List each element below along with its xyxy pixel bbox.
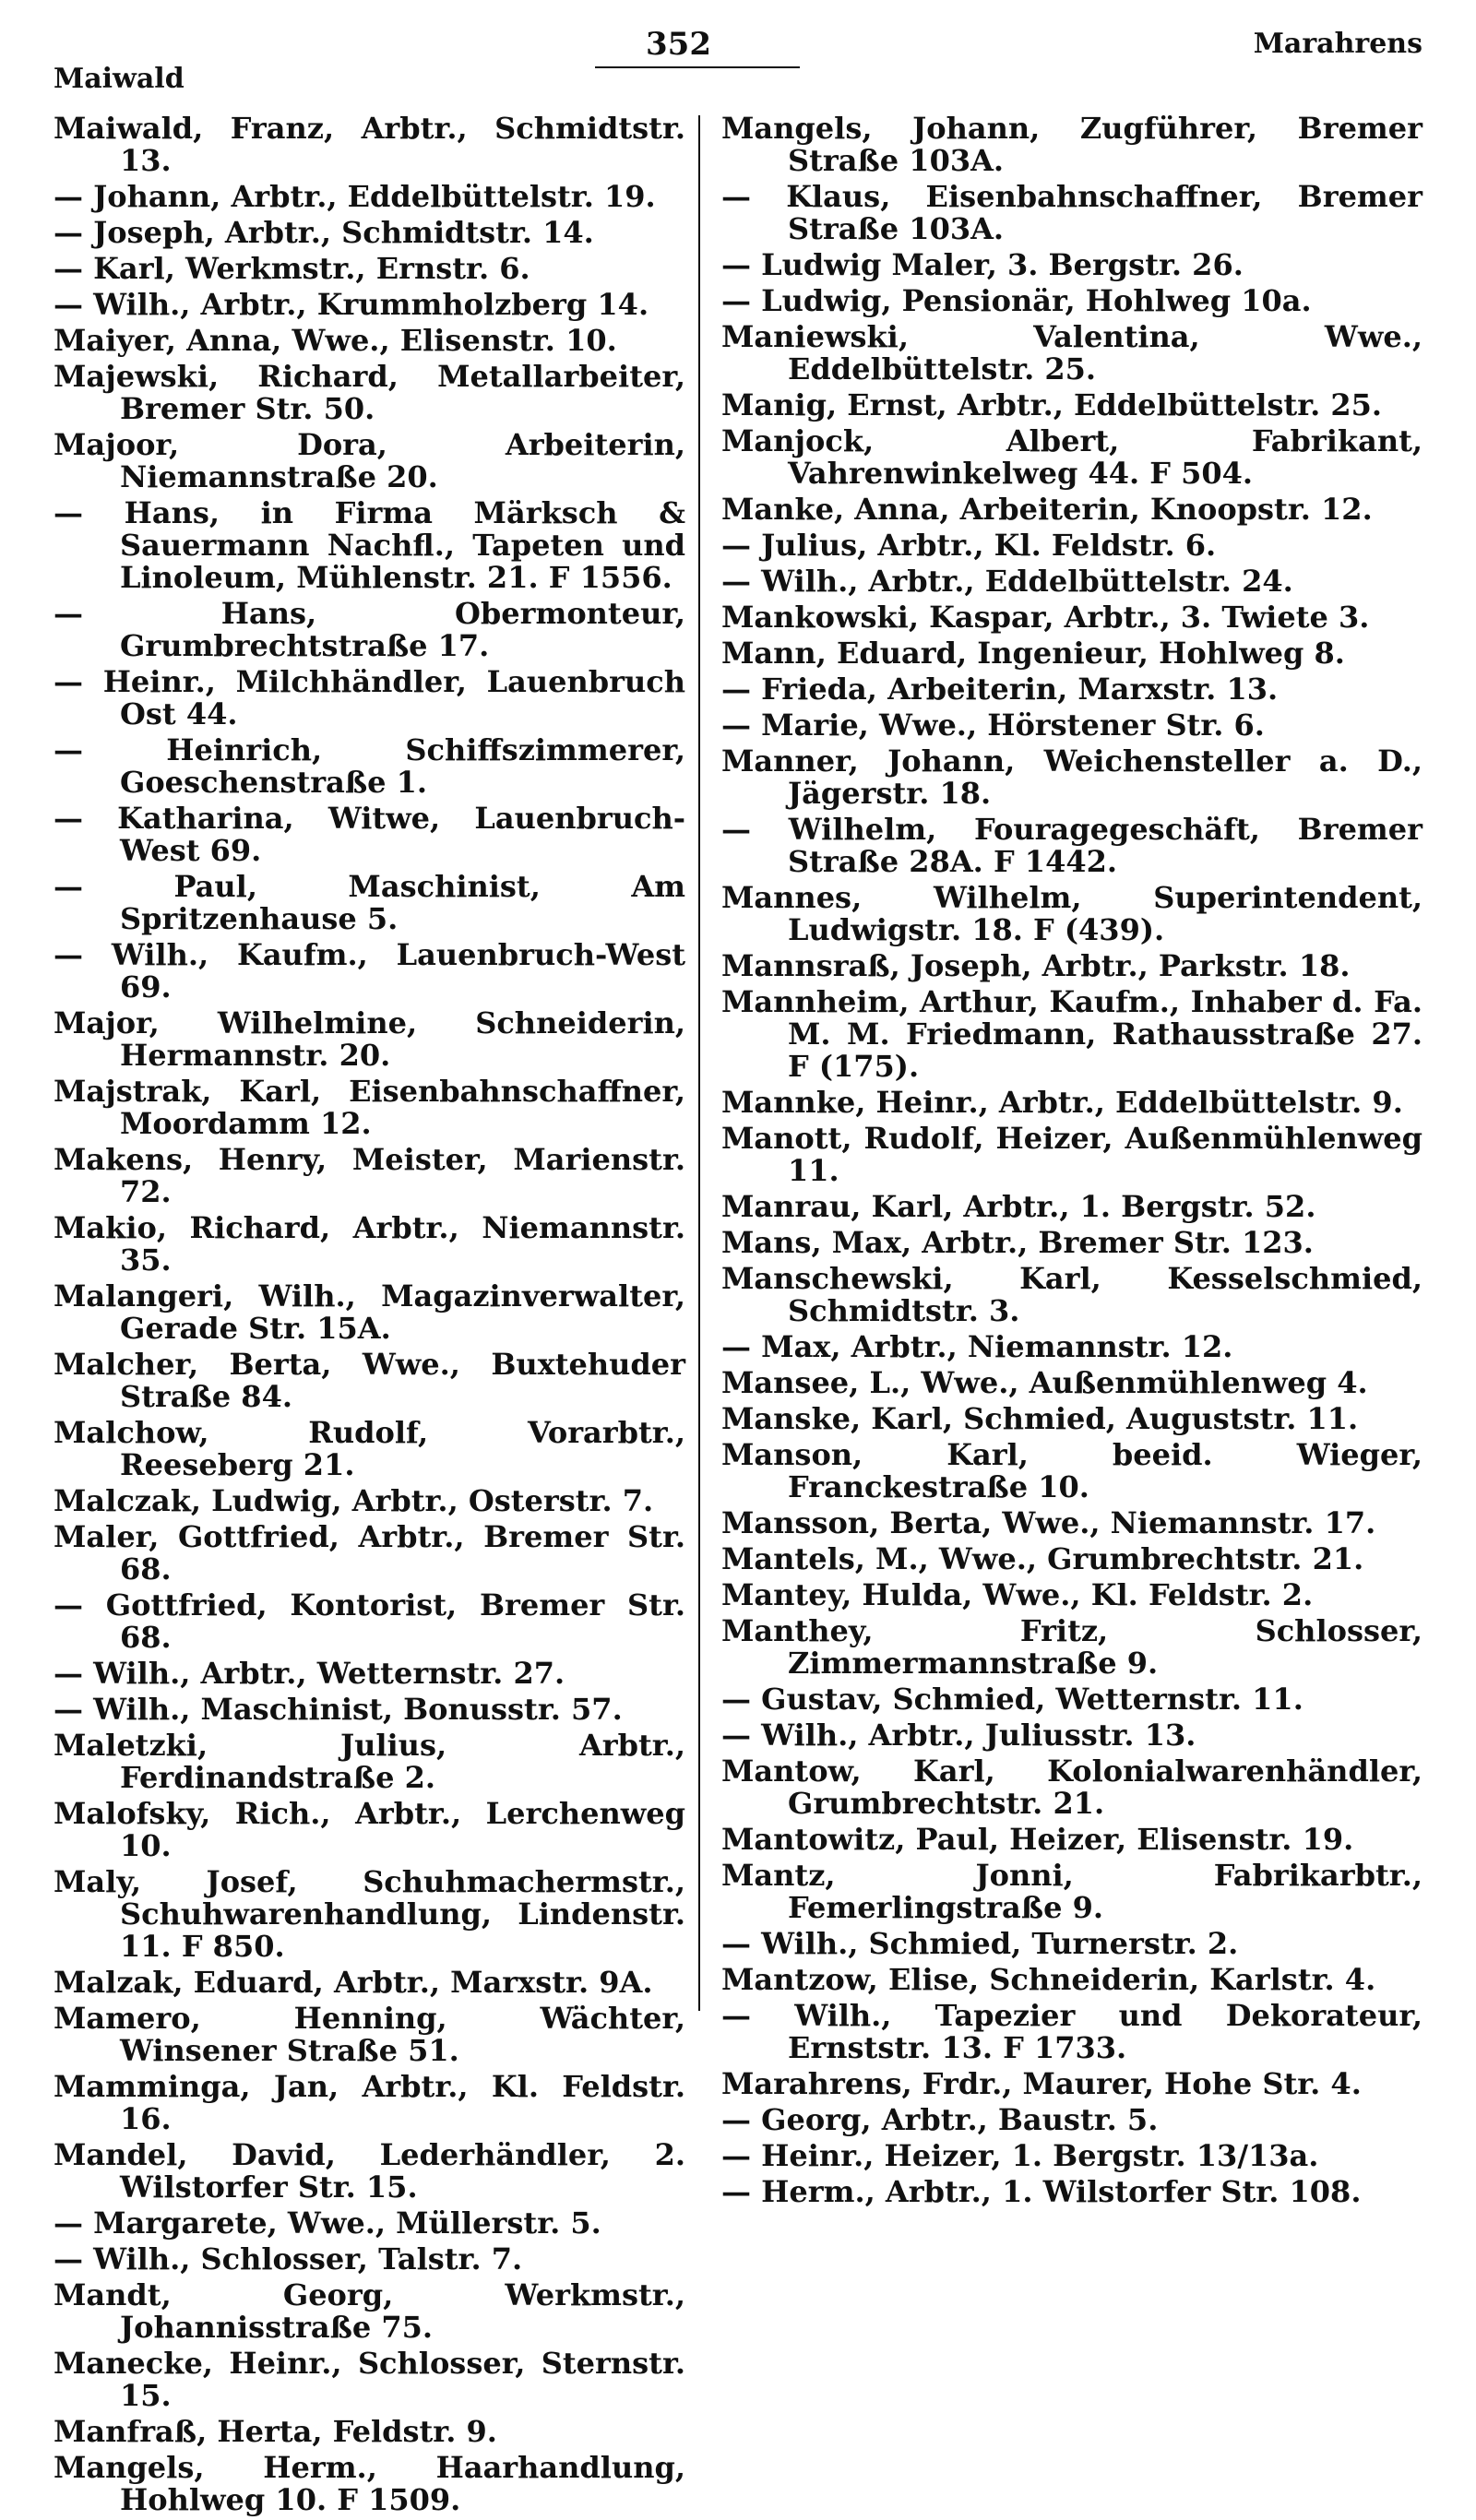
directory-entry: — Paul, Maschinist, Am Spritzenhause 5. xyxy=(54,869,685,936)
running-head-left: Maiwald xyxy=(54,63,184,95)
directory-entry: Mangels, Johann, Zugführer, Bremer Straße 103A. xyxy=(721,111,1422,178)
directory-entry: Manson, Karl, beeid. Wieger, Franckestraße 10. xyxy=(721,1437,1422,1504)
directory-entry: Maly, Josef, Schuhmachermstr., Schuhwarenhandlung, Lindenstr. 11. F 850. xyxy=(54,1864,685,1964)
directory-entry: Maletzki, Julius, Arbtr., Ferdinandstraße 2. xyxy=(54,1728,685,1795)
directory-entry: Malchow, Rudolf, Vorarbtr., Reeseberg 21. xyxy=(54,1415,685,1482)
directory-entry: Mandel, David, Lederhändler, 2. Wilstorfer Str. 15. xyxy=(54,2137,685,2205)
directory-entry: Mantey, Hulda, Wwe., Kl. Feldstr. 2. xyxy=(721,1577,1314,1612)
directory-entry: Mantzow, Elise, Schneiderin, Karlstr. 4. xyxy=(721,1962,1376,1997)
directory-entry: Manke, Anna, Arbeiterin, Knoopstr. 12. xyxy=(721,492,1373,527)
directory-entry: Mamminga, Jan, Arbtr., Kl. Feldstr. 16. xyxy=(54,2069,685,2136)
directory-entry: — Katharina, Witwe, Lauenbruch-West 69. xyxy=(54,801,685,868)
directory-entry: Manott, Rudolf, Heizer, Außenmühlenweg 11. xyxy=(721,1121,1422,1188)
directory-entry: Makio, Richard, Arbtr., Niemannstr. 35. xyxy=(54,1210,685,1278)
right-column xyxy=(721,113,1422,2212)
directory-entry: Majoor, Dora, Arbeiterin, Niemannstraße 20. xyxy=(54,427,685,494)
directory-entry: Mann, Eduard, Ingenieur, Hohlweg 8. xyxy=(721,636,1345,671)
directory-entry: Mans, Max, Arbtr., Bremer Str. 123. xyxy=(721,1225,1314,1260)
directory-entry: Malangeri, Wilh., Magazinverwalter, Gerade Str. 15A. xyxy=(54,1278,685,1346)
directory-entry: — Wilh., Arbtr., Juliusstr. 13. xyxy=(721,1718,1196,1753)
directory-entry: Manrau, Karl, Arbtr., 1. Bergstr. 52. xyxy=(721,1189,1316,1224)
directory-entry: — Wilh., Tapezier und Dekorateur, Ernststr. 13. F 1733. xyxy=(721,1998,1422,2065)
directory-entry: — Wilh., Schmied, Turnerstr. 2. xyxy=(721,1926,1239,1961)
directory-entry: — Wilh., Arbtr., Wetternstr. 27. xyxy=(54,1656,565,1691)
page-number: 352 xyxy=(646,26,711,63)
directory-entry: Majstrak, Karl, Eisenbahnschaffner, Moordamm 12. xyxy=(54,1074,685,1141)
directory-entry: — Ludwig Maler, 3. Bergstr. 26. xyxy=(721,247,1244,282)
directory-entry: Makens, Henry, Meister, Marienstr. 72. xyxy=(54,1142,685,1209)
directory-entry: Mansson, Berta, Wwe., Niemannstr. 17. xyxy=(721,1505,1376,1540)
directory-entry: Mannheim, Arthur, Kaufm., Inhaber d. Fa. M. M. Friedmann, Rathausstraße 27. F (175). xyxy=(721,984,1422,1084)
directory-entry: — Margarete, Wwe., Müllerstr. 5. xyxy=(54,2205,601,2241)
directory-entry: — Heinr., Heizer, 1. Bergstr. 13/13a. xyxy=(721,2138,1319,2173)
directory-entry: Mannes, Wilhelm, Superintendent, Ludwigstr. 18. F (439). xyxy=(721,880,1422,947)
directory-entry: — Hans, in Firma Märksch & Sauermann Nachfl., Tapeten und Linoleum, Mühlenstr. 21. F 1556. xyxy=(54,495,685,595)
directory-entry: Maiwald, Franz, Arbtr., Schmidtstr. 13. xyxy=(54,111,685,178)
directory-entry: Mandt, Georg, Werkmstr., Johannisstraße 75. xyxy=(54,2277,685,2345)
directory-entry: — Wilh., Schlosser, Talstr. 7. xyxy=(54,2241,523,2276)
directory-entry: — Herm., Arbtr., 1. Wilstorfer Str. 108. xyxy=(721,2174,1362,2209)
directory-entry: Mannsraß, Joseph, Arbtr., Parkstr. 18. xyxy=(721,948,1351,983)
directory-entry: Manecke, Heinr., Schlosser, Sternstr. 15. xyxy=(54,2346,685,2413)
directory-entry: Mantz, Jonni, Fabrikarbtr., Femerlingstraße 9. xyxy=(721,1858,1422,1925)
directory-entry: — Klaus, Eisenbahnschaffner, Bremer Straße 103A. xyxy=(721,179,1422,246)
directory-entry: Mangels, Herm., Haarhandlung, Hohlweg 10. F 1509. xyxy=(54,2450,685,2517)
directory-entry: Manjock, Albert, Fabrikant, Vahrenwinkelweg 44. F 504. xyxy=(721,423,1422,491)
column-divider xyxy=(698,115,700,2011)
directory-entry: — Wilhelm, Fouragegeschäft, Bremer Straße 28A. F 1442. xyxy=(721,812,1422,879)
directory-entry: — Joseph, Arbtr., Schmidtstr. 14. xyxy=(54,215,594,250)
directory-entry: Mankowski, Kaspar, Arbtr., 3. Twiete 3. xyxy=(721,600,1370,635)
directory-entry: — Max, Arbtr., Niemannstr. 12. xyxy=(721,1329,1233,1364)
left-column xyxy=(54,113,685,2520)
directory-entry: Mansee, L., Wwe., Außenmühlenweg 4. xyxy=(721,1365,1368,1400)
directory-entry: Manfraß, Herta, Feldstr. 9. xyxy=(54,2414,497,2449)
directory-entry: Manschewski, Karl, Kesselschmied, Schmidtstr. 3. xyxy=(721,1261,1422,1328)
directory-entry: — Wilh., Arbtr., Krummholzberg 14. xyxy=(54,287,649,322)
directory-entry: — Wilh., Maschinist, Bonusstr. 57. xyxy=(54,1692,623,1727)
directory-entry: — Julius, Arbtr., Kl. Feldstr. 6. xyxy=(721,528,1217,563)
directory-entry: Mannke, Heinr., Arbtr., Eddelbüttelstr. 9. xyxy=(721,1085,1403,1120)
directory-entry: Mamero, Henning, Wächter, Winsener Straße 51. xyxy=(54,2001,685,2068)
directory-entry: Malzak, Eduard, Arbtr., Marxstr. 9A. xyxy=(54,1965,653,2000)
directory-entry: — Heinr., Milchhändler, Lauenbruch Ost 44. xyxy=(54,664,685,731)
directory-entry: — Ludwig, Pensionär, Hohlweg 10a. xyxy=(721,283,1312,318)
directory-entry: Manske, Karl, Schmied, Auguststr. 11. xyxy=(721,1401,1359,1436)
directory-entry: — Frieda, Arbeiterin, Marxstr. 13. xyxy=(721,672,1279,707)
directory-entry: Marahrens, Frdr., Maurer, Hohe Str. 4. xyxy=(721,2066,1362,2101)
running-head-right: Marahrens xyxy=(1253,28,1422,60)
directory-entry: — Wilh., Kaufm., Lauenbruch-West 69. xyxy=(54,937,685,1004)
directory-entry: Malczak, Ludwig, Arbtr., Osterstr. 7. xyxy=(54,1483,654,1518)
directory-entry: — Marie, Wwe., Hörstener Str. 6. xyxy=(721,707,1265,743)
directory-entry: — Gustav, Schmied, Wetternstr. 11. xyxy=(721,1682,1303,1717)
directory-entry: Manig, Ernst, Arbtr., Eddelbüttelstr. 25. xyxy=(721,387,1383,422)
directory-entry: — Georg, Arbtr., Baustr. 5. xyxy=(721,2102,1159,2137)
directory-entry: — Heinrich, Schiffszimmerer, Goeschenstraße 1. xyxy=(54,732,685,800)
directory-entry: Mantow, Karl, Kolonialwarenhändler, Grumbrechtstr. 21. xyxy=(721,1753,1422,1821)
directory-entry: — Wilh., Arbtr., Eddelbüttelstr. 24. xyxy=(721,564,1293,599)
directory-entry: Maler, Gottfried, Arbtr., Bremer Str. 68. xyxy=(54,1519,685,1587)
directory-entry: Majewski, Richard, Metallarbeiter, Bremer Str. 50. xyxy=(54,359,685,426)
directory-entry: Malofsky, Rich., Arbtr., Lerchenweg 10. xyxy=(54,1796,685,1863)
directory-entry: Major, Wilhelmine, Schneiderin, Hermannstr. 20. xyxy=(54,1005,685,1073)
directory-entry: — Johann, Arbtr., Eddelbüttelstr. 19. xyxy=(54,179,656,214)
directory-entry: Mantowitz, Paul, Heizer, Elisenstr. 19. xyxy=(721,1822,1354,1857)
directory-entry: Manthey, Fritz, Schlosser, Zimmermannstraße 9. xyxy=(721,1613,1422,1681)
directory-entry: Mantels, M., Wwe., Grumbrechtstr. 21. xyxy=(721,1541,1364,1576)
header-rule xyxy=(595,66,800,68)
directory-entry: — Hans, Obermonteur, Grumbrechtstraße 17. xyxy=(54,596,685,663)
directory-entry: Malcher, Berta, Wwe., Buxtehuder Straße 84. xyxy=(54,1347,685,1414)
directory-entry: — Gottfried, Kontorist, Bremer Str. 68. xyxy=(54,1587,685,1655)
directory-entry: Maiyer, Anna, Wwe., Elisenstr. 10. xyxy=(54,323,617,358)
directory-entry: Maniewski, Valentina, Wwe., Eddelbüttelstr. 25. xyxy=(721,319,1422,386)
directory-entry: Manner, Johann, Weichensteller a. D., Jägerstr. 18. xyxy=(721,743,1422,811)
directory-entry: — Karl, Werkmstr., Ernstr. 6. xyxy=(54,251,530,286)
